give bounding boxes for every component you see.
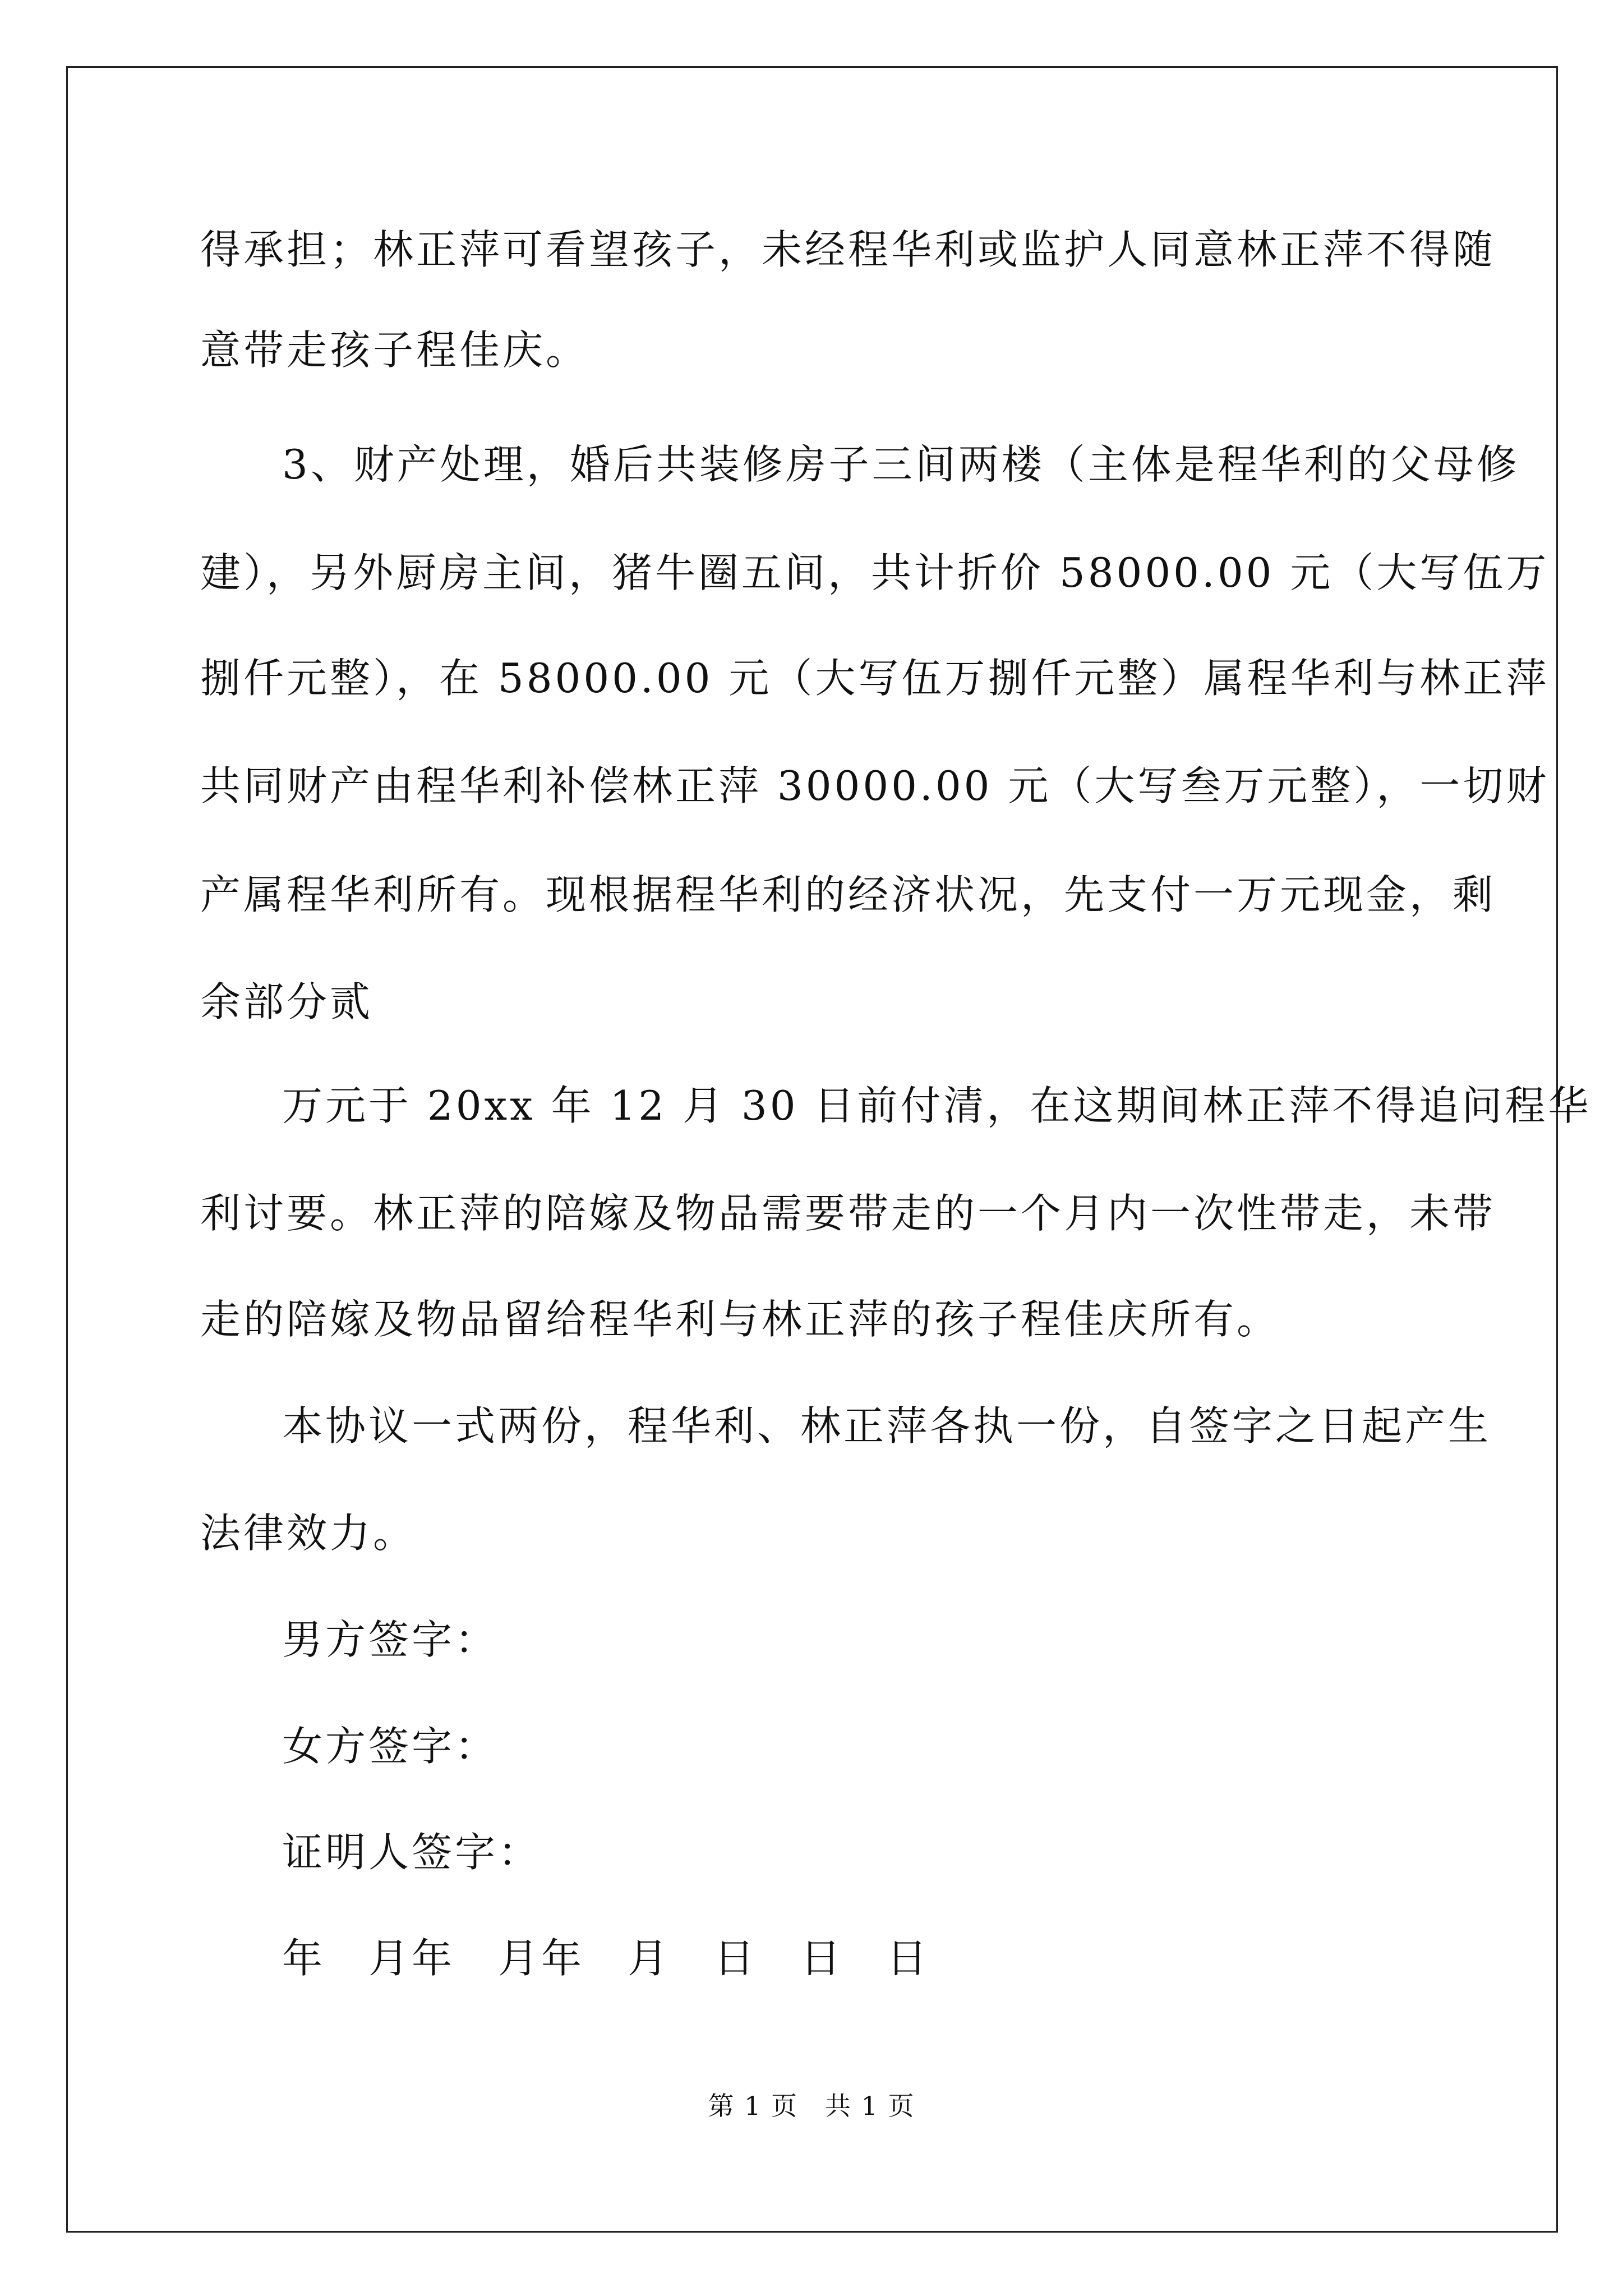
text-line: 余部分贰: [200, 978, 374, 1025]
text-line: 建），另外厨房主间，猪牛圈五间，共计折价 58000.00 元（大写伍万: [200, 549, 1550, 596]
text-line: 得承担；林正萍可看望孩子，未经程华利或监护人同意林正萍不得随: [200, 226, 1496, 273]
text-line: 走的陪嫁及物品留给程华利与林正萍的孩子程佳庆所有。: [200, 1296, 1280, 1343]
text-line: 意带走孩子程佳庆。: [200, 326, 589, 374]
page-number: 第 1 页 共 1 页: [708, 2091, 915, 2121]
text-line: 法律效力。: [200, 1510, 417, 1557]
text-line: 本协议一式两份，程华利、林正萍各执一份，自签字之日起产生: [282, 1402, 1492, 1450]
text-line: 3、财产处理，婚后共装修房子三间两楼（主体是程华利的父母修: [282, 441, 1520, 488]
date-line: 年 月年 月年 月 日 日 日: [282, 1935, 930, 1982]
text-line: 捌仟元整），在 58000.00 元（大写伍万捌仟元整）属程华利与林正萍: [200, 655, 1550, 702]
text-line: 利讨要。林正萍的陪嫁及物品需要带走的一个月内一次性带走，未带: [200, 1190, 1496, 1237]
text-line: 万元于 20xx 年 12 月 30 日前付清，在这期间林正萍不得追问程华: [282, 1082, 1592, 1129]
text-line: 产属程华利所有。现根据程华利的经济状况，先支付一万元现金，剩: [200, 871, 1496, 918]
signature-witness: 证明人签字：: [282, 1829, 542, 1876]
text-line: 共同财产由程华利补偿林正萍 30000.00 元（大写叁万元整），一切财: [200, 762, 1550, 809]
page-border: [66, 66, 1592, 2233]
signature-female: 女方签字：: [282, 1723, 499, 1770]
signature-male: 男方签字：: [282, 1616, 499, 1663]
